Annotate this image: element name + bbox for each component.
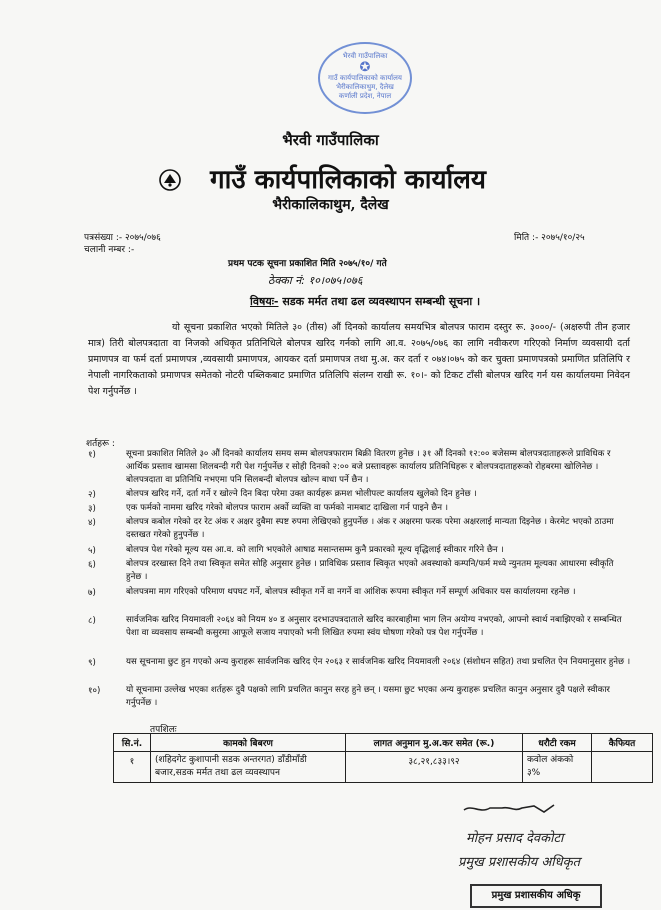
col-remarks: कैफियत xyxy=(592,734,653,752)
designation-stamp: प्रमुख प्रशासकीय अधिकृ xyxy=(470,884,602,908)
office-address: भैरीकालिकाथुम, दैलेख xyxy=(272,197,389,213)
col-cost: लागत अनुमान मु.अ.कर समेत (रू.) xyxy=(346,734,523,752)
contract-number: ठेक्का नं: १०।०७५।०७६ xyxy=(268,274,363,287)
seal-line-1: भैरवी गाउँपालिका xyxy=(342,52,388,60)
office-title: गाउँ कार्यपालिकाको कार्यालय xyxy=(210,165,486,195)
table-caption: तपशिलः xyxy=(150,725,177,735)
col-description: कामको बिबरण xyxy=(151,734,346,752)
issue-date: मिति :- २०७५/१०/२५ xyxy=(514,233,585,243)
detail-table xyxy=(113,733,653,783)
seal-line-2: गाउँ कार्यपालिकाको कार्यालय xyxy=(328,74,402,82)
subject-text: सडक मर्मत तथा ढल व्यवस्थापन सम्बन्धी सूचना । xyxy=(282,295,481,308)
intro-paragraph: यो सूचना प्रकाशित भएको मितिले ३० (तीस) औं दिनको कार्यालय समयभित्र बोलपत्र फाराम दस्तुर रू. ३०००/- (अक्षरुपी तीन हजार मात्र) तिरी बोलपत्रदाता वा निजको अधिकृत प्रतिनिधिले बोलपत्र खरिद गर्नको लागि आ.व. २०७५/०७६ का लागि नवीकरण गरिएको निर्माण व्यवसायी दर्ता प्रमाणपत्र वा फर्म दर्ता प्रमाणपत्र ,व्यवसायी प्रमाणपत्र, आयकर दर्ता प्रमाणपत्र तथा मु.अ. कर दर्ता र ०७४।०७५ को कर चुक्ता प्रमाणपत्रको प्रमाणित प्रतिलिपि र नेपाली नागरिकताको प्रमाणपत्र समेतको नोटरी पब्लिकबाट प्रमाणित प्रतिलिपि संलग्न राखी रू. १०।- को टिकट टाँसी बोलपत्र खरिद गर्न यस कार्यालयमा निवेदन पेश गर्नुपर्नेछ । xyxy=(88,322,630,397)
dispatch-number: चलानी नम्बर :- xyxy=(84,245,135,255)
seal-line-4: कर्णाली प्रदेश, नेपाल xyxy=(338,92,392,100)
signatory-name: मोहन प्रसाद देवकोटा xyxy=(466,831,564,846)
nepal-emblem-icon xyxy=(158,168,182,192)
subject-line xyxy=(250,294,480,309)
letter-number: पत्रसंख्या :- २०७५/०७६ xyxy=(84,233,161,243)
cell-cost: ३८,२१,८३३।९२ xyxy=(346,752,523,783)
table-row xyxy=(114,752,653,783)
table-header-row xyxy=(114,734,653,752)
cell-deposit: कवोल अंकको ३% xyxy=(523,752,592,783)
cell-sn: १ xyxy=(114,752,151,783)
first-notice-date: प्रथम पटक सूचना प्रकाशित मिति २०७५/१०/ गते xyxy=(228,259,387,269)
office-seal xyxy=(318,42,412,114)
subject-label: विषयः- xyxy=(250,295,279,308)
cell-description: (शहिदगेट कुशापानी सडक अन्तरगत) डाँडीमाँडी बजार,सडक मर्मत तथा ढल व्यवस्थापन xyxy=(151,752,346,783)
conditions-label: शर्तहरू : xyxy=(86,439,115,449)
cell-remarks xyxy=(592,752,653,783)
signatory-title: प्रमुख प्रशासकीय अधिकृत xyxy=(458,855,581,870)
seal-emblem-icon: ✪ xyxy=(359,60,371,75)
municipality-name: भैरवी गाउँपालिका xyxy=(282,131,379,149)
col-deposit: धरौटी रकम xyxy=(523,734,592,752)
handwritten-signature xyxy=(462,802,572,816)
notice-page: भैरवी गाउँपालिका ✪ गाउँ कार्यपालिकाको कार्यालय भैरीकालिकाथुम, दैलेख कर्णाली प्रदेश, नेपाल भैरवी गाउँपालिका गाउँ कार्यपालिकाको कार्यालय भैरीकालिकाथुम, दैलेख पत्रसंख्या :- २०७५/०७६ चलानी नम्बर :- मिति :- २०७५/१०/२५ प्रथम पटक सूचना प्रकाशित मिति २०७५/१०/ गते ठेक्का नं: १०।०७५।०७६ विषयः- सडक मर्मत तथा ढल व्यवस्थापन सम्बन्धी सूचना । यो सूचना प्रकाशित भएको मितिले ३० (तीस) औं दिनको कार्यालय समयभित्र बोलपत्र फाराम दस्तुर रू. ३०००/- (अक्षरुपी तीन हजार मात्र) तिरी बोलपत्रदाता वा निजको अधिकृत प्रतिनिधिले बोलपत्र खरिद गर्नको लागि आ.व. २०७५/०७६ का लागि नवीकरण गरिएको निर्माण व्यवसायी दर्ता प्रमाणपत्र वा फर्म दर्ता प्रमाणपत्र ,व्यवसायी प्रमाणपत्र, आयकर दर्ता प्रमाणपत्र तथा मु.अ. कर दर्ता र ०७४।०७५ को कर चुक्ता प्रमाणपत्रको प्रमाणित प्रतिलिपि र नेपाली नागरिकताको प्रमाणपत्र समेतको नोटरी पब्लिकबाट प्रमाणित प्रतिलिपि संलग्न राखी रू. १०।- को टिकट टाँसी बोलपत्र खरिद गर्न यस कार्यालयमा निवेदन पेश गर्नुपर्नेछ । शर्तहरू : १) सूचना प्रकाशित मितिले ३० औं दिनको कार्यालय समय सम्म बोलपत्रफाराम बिक्री वितरण हुनेछ । ३१ औं दिनको १२:०० बजेसम्म बोलपत्रदाताहरूले प्राविधिक र आर्थिक प्रस्ताव खामसा शिलबन्दी गरी पेश गर्नुपर्नेछ र सोही दिनको २:०० बजे प्रस्तावहरू कार्यालय प्रतिनिधिहरू र बोलपत्रदाताहरूको रोहबरमा खोलिनेछ । बोलपत्रदाता वा प्रतिनिधि नभएमा पनि सिलबन्दी बोलपत्र खोल्न बाधा पर्ने छैन । २) बोलपत्र खरिद गर्ने, दर्ता गर्ने र खोल्ने दिन बिदा परेमा उक्त कार्यहरू क्रमश भोलीपल्ट कार्यालय खुलेको दिन हुनेछ । ३) एक फर्मको नाममा खरिद गरेको बोलपत्र फाराम अर्को व्यक्ति वा फर्मको नामबाट दाखिला गर्न पाइने छैन । ४) बोलपत्र कबोल गरेको दर रेट अंक र अक्षर दुबैमा स्पष्ट रुपमा लेखिएको हुनुपर्नेछ । अंक र अक्षरमा फरक परेमा अक्षरलाई मान्यता दिइनेछ । केरमेट भएको ठाउमा दस्तखत गरेको हुनुपर्नेछ । ५) बोलपत्र पेश गरेको मूल्य यस आ.व. को लागि भएकोले आषाढ मसान्तसम्म कुनै प्रकारको मूल्य वृद्धिलाई स्वीकार गरिने छैन । ६) बोलपत्र दरखास्त दिने तथा स्विकृत समेत सोहि अनुसार हुनेछ । प्राविधिक प्रस्ताव स्विकृत भएको अवस्थाको कम्पनि/फर्म मध्ये न्युनतम मूल्यका आधारमा स्वीकृति हुनेछ । ७) बोलपत्रमा माग गरिएको परिमाण थपघट गर्ने, बोलपत्र स्वीकृत गर्ने वा नगर्ने वा आंशिक रूपमा स्वीकृत गर्ने सम्पूर्ण अधिकार यस कार्यालयमा रहनेछ । ८) सार्वजनिक खरिद नियमावली २०६४ को नियम ४० ड अनुसार दरभाउपत्रदाताले खरिद कारबाहीमा भाग लिन अयोग्य नभएको, आफ्नो स्वार्थ नबाझिएको र सम्बन्धित पेशा वा व्यवसाय सम्बन्धी कसुरमा आफूले सजाय नपाएको भनी लिखित रुपमा स्वंय घोषणा गरेको पत्र पेश गर्नुपर्नेछ । ९) यस सूचनामा छुट हुन गएको अन्य कुराहरू सार्वजनिक खरिद ऐन २०६३ र सार्वजनिक खरिद नियमावली २०६४ (संशोधन सहित) तथा प्रचलित ऐन नियमानुसार हुनेछ । १०) यो सूचनामा उल्लेख भएका शर्तहरू दुवै पक्षको लागि प्रचलित कानुन सरह हुने छन् । यसमा छुट भएका अन्य कुराहरू प्रचलित कानुन अनुसार दुवै पक्षले स्वीकार गर्नुपर्नेछ । तपशिलः सि.नं. कामको बिबरण लागत अनुमान मु.अ.कर समेत (रू.) धरौटी रकम कैफियत १ (शहिदगेट कुशापानी सडक अन्तरगत) डाँडीमाँडी बजार,सडक मर्मत तथा ढल व्यवस्थापन ३८,२१,८३३।९२ कवोल अंकको ३% मोहन प्रसाद देवकोटा प्रमुख प्रशासकीय अधिकृत प्रमुख प्रशासकीय अधिकृ xyxy=(0,0,661,910)
seal-line-3: भैरीकालिकाथुम, दैलेख xyxy=(336,83,394,91)
col-sn: सि.नं. xyxy=(114,734,151,752)
